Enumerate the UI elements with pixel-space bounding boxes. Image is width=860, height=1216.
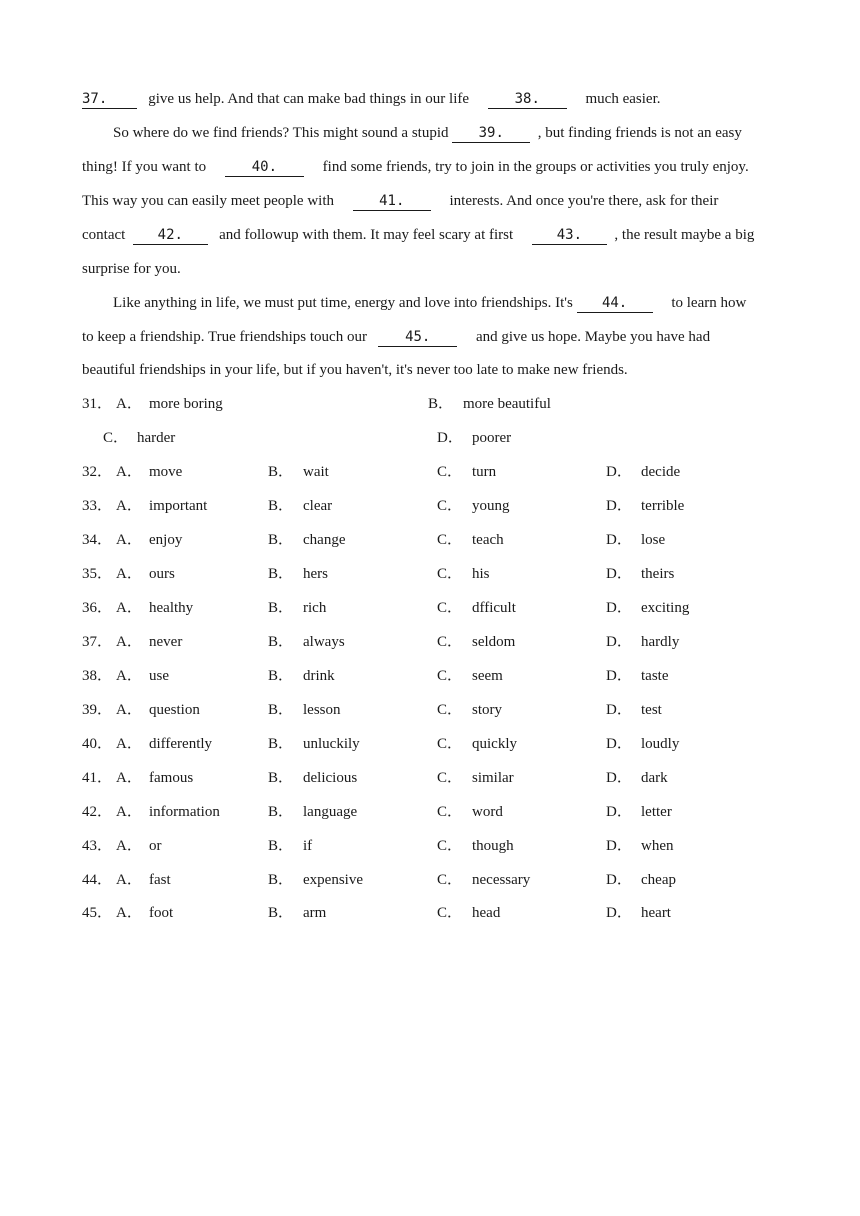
option-b-label: B．	[268, 770, 294, 786]
question-number: 45．	[82, 905, 113, 921]
option-d-text: decide	[641, 464, 681, 480]
option-b-text: more beautiful	[463, 396, 551, 412]
passage-text: and give us hope. Maybe you have had	[475, 329, 711, 345]
option-d-text: terrible	[641, 498, 685, 514]
option-c-label: C．	[437, 736, 463, 752]
question-row	[0, 734, 860, 754]
question-number: 42．	[82, 804, 113, 820]
answer-blank-40: 40.	[225, 159, 304, 177]
option-b-label: B．	[268, 838, 294, 854]
option-b-label: B．	[268, 600, 294, 616]
question-row	[0, 666, 860, 686]
option-a-label: A．	[116, 736, 142, 752]
passage-text: , but finding friends is not an easy	[537, 125, 742, 141]
option-a-label: A．	[116, 770, 142, 786]
answer-blank-37: 37.	[82, 91, 137, 109]
question-31	[0, 394, 860, 414]
option-c-label: C．	[437, 770, 463, 786]
passage-line	[113, 293, 746, 313]
option-a-text: never	[149, 634, 183, 650]
passage-text: interests. And once you're there, ask for their	[449, 193, 719, 209]
option-d-label: D．	[606, 770, 632, 786]
passage-text: find some friends, try to join in the groups or activities you truly enjoy.	[322, 159, 749, 175]
option-d-label: D．	[606, 566, 632, 582]
question-number: 38．	[82, 668, 113, 684]
option-b-text: rich	[303, 600, 327, 616]
option-d-text: theirs	[641, 566, 675, 582]
question-number: 39．	[82, 702, 113, 718]
option-b-text: expensive	[303, 872, 363, 888]
option-b-label: B．	[268, 804, 294, 820]
option-b-text: clear	[303, 498, 333, 514]
question-number: 43．	[82, 838, 113, 854]
option-d-label: D．	[606, 838, 632, 854]
option-d-label: D．	[606, 905, 632, 921]
option-b-label: B．	[268, 668, 294, 684]
option-c-text: quickly	[472, 736, 517, 752]
option-b-text: language	[303, 804, 358, 820]
question-number: 44．	[82, 872, 113, 888]
passage-text: , the result maybe a big	[614, 227, 755, 243]
option-c-label: C．	[437, 668, 463, 684]
option-d-label: D．	[606, 668, 632, 684]
option-c-text: his	[472, 566, 490, 582]
option-c-text: turn	[472, 464, 497, 480]
option-a-text: information	[149, 804, 220, 820]
option-d-text: letter	[641, 804, 672, 820]
option-d-label: D．	[606, 634, 632, 650]
option-c-text: teach	[472, 532, 504, 548]
option-d-label: D．	[606, 532, 632, 548]
passage-text: This way you can easily meet people with	[82, 193, 335, 209]
question-number: 35．	[82, 566, 113, 582]
passage-text: give us help. And that can make bad things in our life	[148, 91, 470, 107]
option-d-label: D．	[606, 702, 632, 718]
option-b-label: B．	[268, 905, 294, 921]
option-b-text: change	[303, 532, 346, 548]
passage-line	[82, 360, 628, 380]
option-c-text: similar	[472, 770, 514, 786]
passage-text: to keep a friendship. True friendships touch our	[82, 329, 367, 345]
option-a-text: fast	[149, 872, 171, 888]
option-d-text: lose	[641, 532, 666, 548]
option-a-label: A．	[116, 905, 142, 921]
option-d-text: exciting	[641, 600, 690, 616]
option-b-text: always	[303, 634, 345, 650]
answer-blank-42: 42.	[133, 227, 208, 245]
answer-blank-43: 43.	[532, 227, 607, 245]
option-c-label: C．	[437, 464, 463, 480]
question-row	[0, 700, 860, 720]
option-c-label: C．	[103, 430, 129, 446]
option-d-text: hardly	[641, 634, 680, 650]
option-c-label: C．	[437, 600, 463, 616]
passage-line	[82, 89, 661, 109]
option-d-label: D．	[606, 464, 632, 480]
passage-line	[82, 225, 754, 245]
option-d-label: D．	[606, 498, 632, 514]
option-a-text: foot	[149, 905, 174, 921]
option-d-label: D．	[437, 430, 463, 446]
option-c-text: dfficult	[472, 600, 516, 616]
option-b-label: B．	[268, 634, 294, 650]
answer-blank-41: 41.	[353, 193, 431, 211]
option-a-label: A．	[116, 872, 142, 888]
question-number: 34．	[82, 532, 113, 548]
question-31-cont	[0, 428, 860, 448]
option-b-label: B．	[268, 736, 294, 752]
option-b-label: B．	[268, 498, 294, 514]
option-a-label: A．	[116, 804, 142, 820]
option-c-label: C．	[437, 634, 463, 650]
option-a-label: A．	[116, 396, 142, 412]
option-b-text: arm	[303, 905, 327, 921]
option-c-text: seem	[472, 668, 503, 684]
option-c-label: C．	[437, 804, 463, 820]
option-a-label: A．	[116, 464, 142, 480]
option-a-label: A．	[116, 668, 142, 684]
answer-blank-38: 38.	[488, 91, 567, 109]
option-c-text: young	[472, 498, 510, 514]
option-c-text: head	[472, 905, 501, 921]
option-a-label: A．	[116, 634, 142, 650]
question-number: 32．	[82, 464, 113, 480]
passage-text: beautiful friendships in your life, but if you haven't, it's never too late to make new friends.	[82, 362, 628, 378]
question-row	[0, 598, 860, 618]
option-c-label: C．	[437, 532, 463, 548]
passage-text: Like anything in life, we must put time, energy and love into friendships. It's	[113, 295, 573, 311]
option-a-label: A．	[116, 838, 142, 854]
option-a-label: A．	[116, 566, 142, 582]
option-c-text: though	[472, 838, 514, 854]
option-d-text: loudly	[641, 736, 680, 752]
option-c-text: harder	[137, 430, 176, 446]
option-a-text: question	[149, 702, 200, 718]
answer-blank-45: 45.	[378, 329, 457, 347]
option-d-label: D．	[606, 804, 632, 820]
passage-line	[82, 259, 181, 279]
question-row	[0, 564, 860, 584]
passage-line	[82, 157, 749, 177]
option-d-text: heart	[641, 905, 671, 921]
option-d-text: dark	[641, 770, 668, 786]
question-number: 40．	[82, 736, 113, 752]
question-number: 33．	[82, 498, 113, 514]
option-a-text: use	[149, 668, 169, 684]
option-b-text: drink	[303, 668, 335, 684]
option-b-text: lesson	[303, 702, 341, 718]
option-c-label: C．	[437, 838, 463, 854]
option-d-label: D．	[606, 872, 632, 888]
passage-text: to learn how	[671, 295, 747, 311]
question-number: 31．	[82, 396, 113, 412]
passage-line	[82, 191, 718, 211]
option-d-text: when	[641, 838, 674, 854]
answer-blank-39: 39.	[452, 125, 530, 143]
option-b-label: B．	[268, 464, 294, 480]
option-d-text: taste	[641, 668, 669, 684]
option-a-text: differently	[149, 736, 213, 752]
option-d-label: D．	[606, 736, 632, 752]
question-row	[0, 870, 860, 890]
passage-text: much easier.	[585, 91, 661, 107]
option-a-label: A．	[116, 702, 142, 718]
passage-text: surprise for you.	[82, 261, 181, 277]
option-d-text: cheap	[641, 872, 676, 888]
option-b-label: B．	[268, 532, 294, 548]
option-a-text: ours	[149, 566, 175, 582]
passage-text: contact	[82, 227, 126, 243]
question-number: 41．	[82, 770, 113, 786]
option-b-label: B．	[268, 872, 294, 888]
option-a-text: move	[149, 464, 183, 480]
option-c-label: C．	[437, 905, 463, 921]
passage-text: and followup with them. It may feel scary at first	[219, 227, 514, 243]
question-number: 36．	[82, 600, 113, 616]
option-b-label: B．	[428, 396, 454, 412]
option-a-text: enjoy	[149, 532, 183, 548]
passage-line	[82, 327, 710, 347]
option-a-label: A．	[116, 600, 142, 616]
option-c-text: necessary	[472, 872, 531, 888]
passage-line	[113, 123, 742, 143]
option-a-text: important	[149, 498, 208, 514]
option-b-text: hers	[303, 566, 328, 582]
option-d-label: D．	[606, 600, 632, 616]
option-b-text: wait	[303, 464, 329, 480]
option-a-text: famous	[149, 770, 194, 786]
question-row	[0, 802, 860, 822]
option-c-label: C．	[437, 872, 463, 888]
option-a-text: or	[149, 838, 162, 854]
option-c-text: seldom	[472, 634, 516, 650]
option-b-label: B．	[268, 702, 294, 718]
question-row	[0, 768, 860, 788]
answer-blank-44: 44.	[577, 295, 653, 313]
option-b-text: if	[303, 838, 313, 854]
option-b-text: delicious	[303, 770, 358, 786]
question-row	[0, 836, 860, 856]
option-a-label: A．	[116, 532, 142, 548]
passage-text: thing! If you want to	[82, 159, 207, 175]
passage-text: So where do we find friends? This might sound a stupid	[113, 125, 449, 141]
option-a-text: more boring	[149, 396, 223, 412]
question-number: 37．	[82, 634, 113, 650]
option-a-label: A．	[116, 498, 142, 514]
option-b-label: B．	[268, 566, 294, 582]
option-c-label: C．	[437, 498, 463, 514]
option-c-label: C．	[437, 566, 463, 582]
question-row	[0, 903, 860, 923]
question-row	[0, 496, 860, 516]
option-b-text: unluckily	[303, 736, 360, 752]
question-row	[0, 462, 860, 482]
question-row	[0, 530, 860, 550]
option-c-text: word	[472, 804, 503, 820]
option-a-text: healthy	[149, 600, 194, 616]
option-d-text: poorer	[472, 430, 512, 446]
option-d-text: test	[641, 702, 662, 718]
option-c-label: C．	[437, 702, 463, 718]
question-row	[0, 632, 860, 652]
option-c-text: story	[472, 702, 502, 718]
